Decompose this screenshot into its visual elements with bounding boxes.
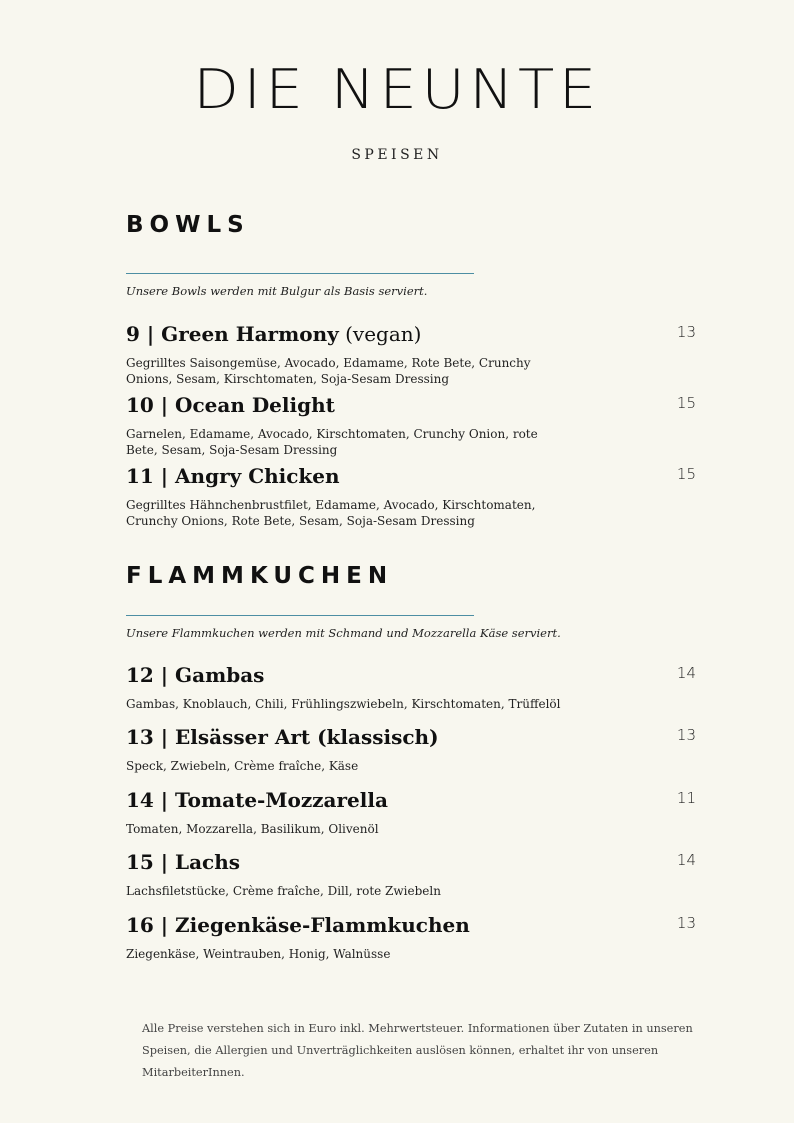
item-name-suffix: (vegan) — [338, 322, 422, 346]
item-description: Speck, Zwiebeln, Crème fraîche, Käse — [126, 759, 359, 773]
menu-subtitle: SPEISEN — [351, 147, 443, 163]
item-name: 16 | Ziegenkäse-Flammkuchen — [126, 913, 470, 937]
item-price: 14 — [676, 851, 696, 869]
section-divider — [126, 273, 474, 274]
item-price: 11 — [676, 789, 696, 807]
item-name: 10 | Ocean Delight — [126, 393, 335, 417]
menu-item — [126, 724, 696, 774]
item-name: 15 | Lachs — [126, 850, 241, 874]
item-description: Gegrilltes Hähnchenbrustfilet, Edamame, Avocado, Kirschtomaten, Crunchy Onions, Rote Bete, Sesam, Soja-Sesam Dressing — [126, 498, 536, 528]
item-name: 13 | Elsässer Art (klassisch) — [126, 725, 439, 749]
item-price: 15 — [676, 465, 696, 483]
item-price: 13 — [676, 726, 696, 744]
item-description: Garnelen, Edamame, Avocado, Kirschtomaten, Crunchy Onion, rote Bete, Sesam, Soja-Sesam Dressing — [126, 427, 538, 457]
item-price: 14 — [676, 664, 696, 682]
item-name: 12 | Gambas — [126, 663, 265, 687]
section-heading-flammkuchen: FLAMMKUCHEN — [126, 563, 394, 589]
menu-item — [126, 912, 696, 962]
menu-item — [126, 662, 696, 712]
item-price: 13 — [676, 323, 696, 341]
item-description: Gambas, Knoblauch, Chili, Frühlingszwiebeln, Kirschtomaten, Trüffelöl — [126, 697, 561, 711]
item-price: 13 — [676, 914, 696, 932]
menu-title: DIE NEUNTE — [193, 58, 601, 121]
section-note-flammkuchen: Unsere Flammkuchen werden mit Schmand und Mozzarella Käse serviert. — [126, 626, 561, 640]
item-description: Tomaten, Mozzarella, Basilikum, Olivenöl — [126, 822, 379, 836]
price-disclaimer: Alle Preise verstehen sich in Euro inkl. Mehrwertsteuer. Informationen über Zutaten in unseren Speisen, die Allergien und Unverträglichkeiten auslösen können, erhaltet ihr von unseren MitarbeiterInnen. — [142, 1022, 693, 1079]
item-name: 11 | Angry Chicken — [126, 464, 340, 488]
menu-item — [126, 463, 696, 529]
item-description: Gegrilltes Saisongemüse, Avocado, Edamame, Rote Bete, Crunchy Onions, Sesam, Kirschtomaten, Soja-Sesam Dressing — [126, 356, 531, 386]
section-heading-bowls: BOWLS — [126, 212, 250, 238]
menu-item — [126, 787, 696, 837]
section-divider — [126, 615, 474, 616]
item-name: 14 | Tomate-Mozzarella — [126, 788, 388, 812]
item-description: Ziegenkäse, Weintrauben, Honig, Walnüsse — [126, 947, 391, 961]
item-price: 15 — [676, 394, 696, 412]
item-description: Lachsfiletstücke, Crème fraîche, Dill, rote Zwiebeln — [126, 884, 441, 898]
item-name: 9 | Green Harmony (vegan) — [126, 322, 422, 346]
menu-item — [126, 849, 696, 899]
menu-item — [126, 321, 696, 387]
menu-item — [126, 392, 696, 458]
section-note-bowls: Unsere Bowls werden mit Bulgur als Basis serviert. — [126, 284, 428, 298]
